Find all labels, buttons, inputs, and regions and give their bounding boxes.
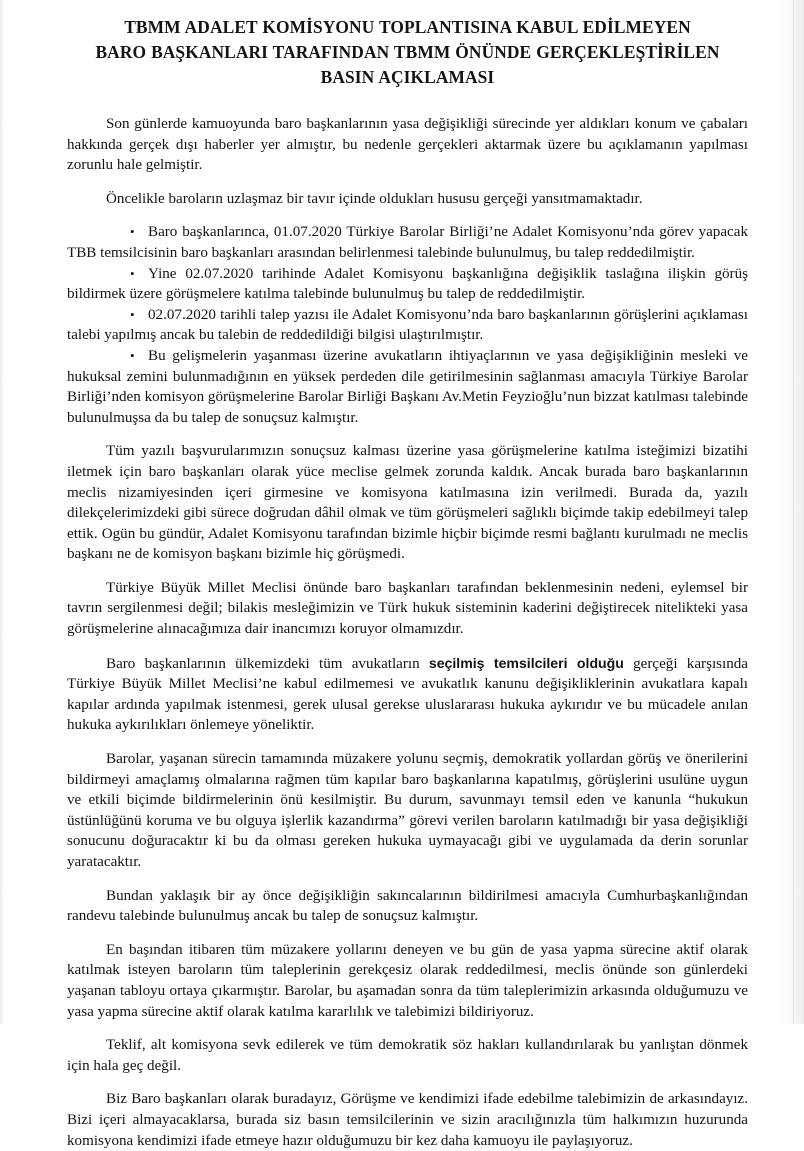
bullet-icon: • [130, 265, 135, 281]
bullet-icon: • [130, 347, 135, 363]
scan-edge-left [0, 0, 5, 1024]
paragraph-intro: Son günlerde kamuoyunda baro başkanlarının yasa değişikliği sürecinde yer aldıkları konum ve çabaları hakkında gerçek dışı haberler yer almıştır, bu nedenle gerçekleri aktarmak üzere bu açıklamanın yapılması zorunlu hale gelmiştir. [67, 116, 748, 174]
list-item-text: Bu gelişmelerin yaşanması üzerine avukatların ihtiyaçlarının ve yasa değişikliğinin mesleki ve hukuksal zemini bulunmadığının en yüksek perdeden dile getirilmesinin sağlanması amacıyla Türkiye Barolar Birliği’nden komisyon görüşmelerine Barolar Birliği Başkanı Av.Metin Feyzioğlu’nun bizzat katılması talebinde bulunulmuşsa da bu talep de sonuçsuz kalmıştır. [67, 347, 748, 426]
document-body [67, 114, 748, 1151]
page-title [67, 0, 748, 90]
paragraph-closing: Biz Baro başkanları olarak buradayız, Görüşme ve kendimizi ifade edebilme talebimizin de arkasındayız. Bizi içeri almayacaklarsa, burada siz basın temsilcilerinin ve sizin aracılığınızla tüm halkımızın huzurunda komisyona kendimizi ifade etmeye hazır olduğumuzu bir kez daha kamuoyu ile paylaşıyoruz. [67, 1091, 748, 1149]
list-item-text: Yine 02.07.2020 tarihinde Adalet Komisyonu başkanlığına değişiklik taslağına ilişkin görüş bildirmek üzere görüşmelere katılma talebinde bulunulmuş bu talep de reddedilmiştir. [67, 265, 748, 303]
list-item [67, 222, 748, 263]
paragraph-elected-representatives [67, 653, 748, 736]
paragraph-elected-representatives-part-2: gerçeği karşısında Türkiye Büyük Millet Meclisi’ne kabul edilmemesi ve avukatlık kanunu değişikliklerinin avukatlara kapalı kapılar ardında yapılmak istenmesi, gerek ulusal gerekse uluslararası hukuka aykırıdır ve bu mücadele anılan hukuka aykırılıkları önlemeye yöneliktir. [67, 655, 748, 734]
bullet-icon: • [130, 224, 135, 240]
paragraph-presidency-appointment: Bundan yaklaşık bir ay önce değişikliğin sakıncalarının bildirilmesi amacıyla Cumhurbaşkanlığından randevu talebinde bulunulmuş ancak bu talep de sonuçsuz kalmıştır. [67, 887, 748, 925]
emphasis-elected-representatives: seçilmiş temsilcileri olduğu [428, 654, 624, 671]
paragraph-subcommittee: Teklif, alt komisyona sevk edilerek ve tüm demokratik söz hakları kullandırılarak bu yanlıştan dönmek için hala geç değil. [67, 1037, 748, 1074]
paragraph-waiting-reason: Türkiye Büyük Millet Meclisi önünde baro başkanları tarafından beklenmesinin nedeni, eylemsel bir tavrın sergilenmesi değil; bilakis mesleğimizin ve Türk hukuk sisteminin kaderini değiştirecek nitelikteki yasa görüşmelerine alınacağımıza dair inancımızı koruyor olmamızdır. [67, 579, 748, 638]
list-item [67, 305, 748, 346]
list-item-text: 02.07.2020 tarihli talep yazısı ile Adalet Komisyonu’nda baro başkanlarının görüşlerini açıklaması talebi yapılmış ancak bu talebin de reddedildiği bilgisi ulaştırılmıştır. [67, 306, 748, 344]
list-item [67, 346, 748, 428]
paragraph-elected-representatives-part-1: Baro başkanlarının ülkemizdeki tüm avukatların [106, 655, 429, 672]
paragraph-negotiation: Barolar, yaşanan sürecin tamamında müzakere yolunu seçmiş, demokratik yollardan görüş ve önerilerini bildirmeyi amaçlamış olmalarına rağmen tüm kapılar baro başkanlarına kapatılmış, görüşlerini usulüne uygun ve etkili biçimde bildirmelerinin önü kesilmiştir. Bu durum, savunmayı temsil eden ve kanunla “hukukun üstünlüğünü koruma ve bu olguya işlerlik kazandırma” görevi verilen baroların katılmadığı bir yasa değişikliği sonucunu doğuracaktır ki bu da olması gereken hukuka uymayacağı gibi ve uygulamada da derin sorunlar yaratacaktır. [67, 751, 748, 870]
list-item-text: Baro başkanlarınca, 01.07.2020 Türkiye Barolar Birliği’ne Adalet Komisyonu’nda görev yapacak TBB temsilcisinin baro başkanları arasından belirlenmesi talebinde bulunulmuş, bu talep reddedilmiştir. [67, 224, 748, 261]
grievance-bullet-list [67, 222, 748, 428]
page-title-line-1: TBMM ADALET KOMİSYONU TOPLANTISINA KABUL EDİLMEYEN [124, 17, 691, 37]
paragraph-preamble: Öncelikle baroların uzlaşmaz bir tavır içinde oldukları hususu gerçeği yansıtmamaktadır. [106, 190, 643, 207]
page-title-line-3: BASIN AÇIKLAMASI [320, 67, 495, 87]
paragraph-demands: En başından itibaren tüm müzakere yollarını deneyen ve bu gün de yasa yapma sürecine aktif olarak katılmak isteyen baroların tüm taleplerinin gerekçesiz olarak reddedilmesi, meclis önünde son günlerdeki yaşanan tabloyu ortaya çıkarmıştır. Barolar, bu aşamadan sonra da tüm taleplerimizin arkasında olduğumuzu ve yasa yapma sürecine aktif olarak katılma kararlılık ve talebimizi bildiriyoruz. [67, 941, 748, 1020]
paragraph-applications: Tüm yazılı başvurularımızın sonuçsuz kalması üzerine yasa görüşmelerine katılma isteğimizi bizatihi iletmek için baro başkanları olarak yüce meclise gelmek zorunda kaldık. Ancak burada baro başkanlarının meclis nizamiyesinden içeri girmesine ve komisyona katılmasına izin verilmedi. Burada da, yazılı dilekçelerimizdeki gibi sürece doğrudan dâhil olmak ve tüm görüşmeleri sağlıklı biçimde takip edebilmeyi talep ettik. Ogün bu gündür, Adalet Komisyonu tarafından bizimle hiçbir biçimde resmi bağlantı kurulmadı ne meclis başkanı ne de komisyon başkanı bizimle hiç görüşmedi. [67, 443, 748, 563]
scan-edge-right [773, 0, 804, 1024]
scan-rule-right [793, 0, 794, 1024]
page-title-line-2: BARO BAŞKANLARI TARAFINDAN TBMM ÖNÜNDE GERÇEKLEŞTİRİLEN [95, 42, 720, 62]
list-item [67, 264, 748, 305]
document-content [67, 0, 748, 1151]
bullet-icon: • [130, 306, 135, 322]
